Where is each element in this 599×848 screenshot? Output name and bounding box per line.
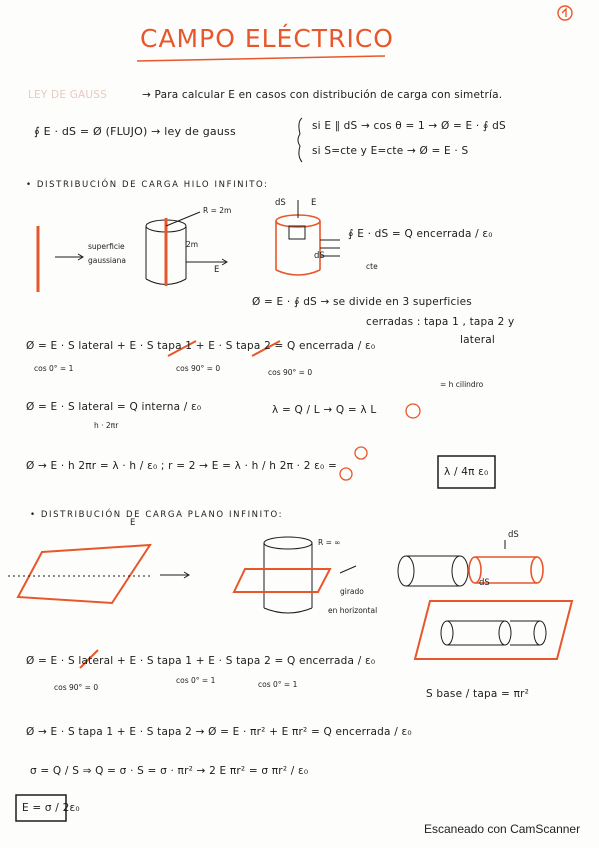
gauss-case-1: si E ∥ dS → cos θ = 1 → Ø = E · ∮ dS [312, 120, 506, 132]
cos0-label: cos 0° = 1 [34, 364, 74, 373]
cos0-label-a: cos 0° = 1 [176, 676, 216, 685]
cos90-label-a: cos 90° = 0 [176, 364, 221, 373]
result-line-1: Ø → E · h 2πr = λ · h / ε₀ ; r = 2 → E = λ · h / h 2π · 2 ε₀ = [26, 460, 337, 472]
line-sub: Ø = E · S lateral = Q interna / ε₀ [26, 401, 202, 413]
cte-label: cte [366, 262, 378, 271]
split-text-3: lateral [460, 334, 495, 346]
rotated-label-1: girado [340, 587, 364, 596]
sigma-line: σ = Q / S ⇒ Q = σ · S = σ · πr² → 2 E πr² = σ πr² / ε₀ [30, 765, 309, 777]
ds-label-3: dS [479, 578, 490, 588]
ds-label-1: dS [275, 198, 286, 208]
e-label-1: E [214, 265, 220, 275]
intro-text: → Para calcular E en casos con distribución de carga con simetría. [142, 89, 503, 101]
e-label-2: E [311, 198, 317, 208]
radius-label: R = 2m [203, 206, 232, 215]
intro-faded-label: LEY DE GAUSS [28, 89, 108, 101]
cos90-label-b: cos 90° = 0 [268, 368, 313, 377]
s-base-label: S base / tapa = πr² [426, 688, 530, 700]
rotated-label-2: en horizontal [328, 606, 378, 615]
radius-label-2: R = ∞ [318, 538, 341, 547]
split-text-2: cerradas : tapa 1 , tapa 2 y [366, 316, 515, 328]
flux-formula: ∮ E · dS = Q encerrada / ε₀ [348, 228, 493, 240]
ds-label-4: dS [508, 530, 519, 540]
split-text: Ø = E · ∮ dS → se divide en 3 superficies [252, 296, 472, 308]
flux-sum-2: Ø = E · S lateral + E · S tapa 1 + E · S tapa 2 = Q encerrada / ε₀ [26, 655, 376, 667]
result-box-1: λ / 4π ε₀ [444, 466, 489, 478]
flux-sum-1: Ø = E · S lateral + E · S tapa 1 + E · S tapa 2 = Q encerrada / ε₀ [26, 340, 376, 352]
surface-label-1: superficie [88, 242, 125, 251]
cos90-label-c: cos 90° = 0 [54, 683, 99, 692]
gauss-case-2: si S=cte y E=cte → Ø = E · S [312, 145, 469, 157]
result-box-2: E = σ / 2ε₀ [22, 802, 80, 814]
section2-heading: • DISTRIBUCIÓN DE CARGA PLANO INFINITO: [30, 510, 284, 520]
s-lateral-den: h · 2πr [94, 421, 119, 430]
section1-heading: • DISTRIBUCIÓN DE CARGA HILO INFINITO: [26, 180, 269, 190]
ds-label-2: dS [314, 251, 325, 261]
page-title: CAMPO ELÉCTRICO [140, 24, 394, 53]
cos0-label-b: cos 0° = 1 [258, 680, 298, 689]
e-label-3: E [130, 518, 136, 528]
lambda-def: λ = Q / L → Q = λ L [272, 404, 377, 416]
scanner-footer: Escaneado con CamScanner [424, 822, 581, 836]
gauss-law-main: ∮ E · dS = Ø (FLUJO) → ley de gauss [34, 125, 236, 138]
h-note: = h cilindro [440, 380, 484, 389]
surface-label-2: gaussiana [88, 256, 126, 265]
line-phi: Ø → E · S tapa 1 + E · S tapa 2 → Ø = E · πr² + E πr² = Q encerrada / ε₀ [26, 726, 412, 738]
height-label: 2m [186, 240, 199, 249]
